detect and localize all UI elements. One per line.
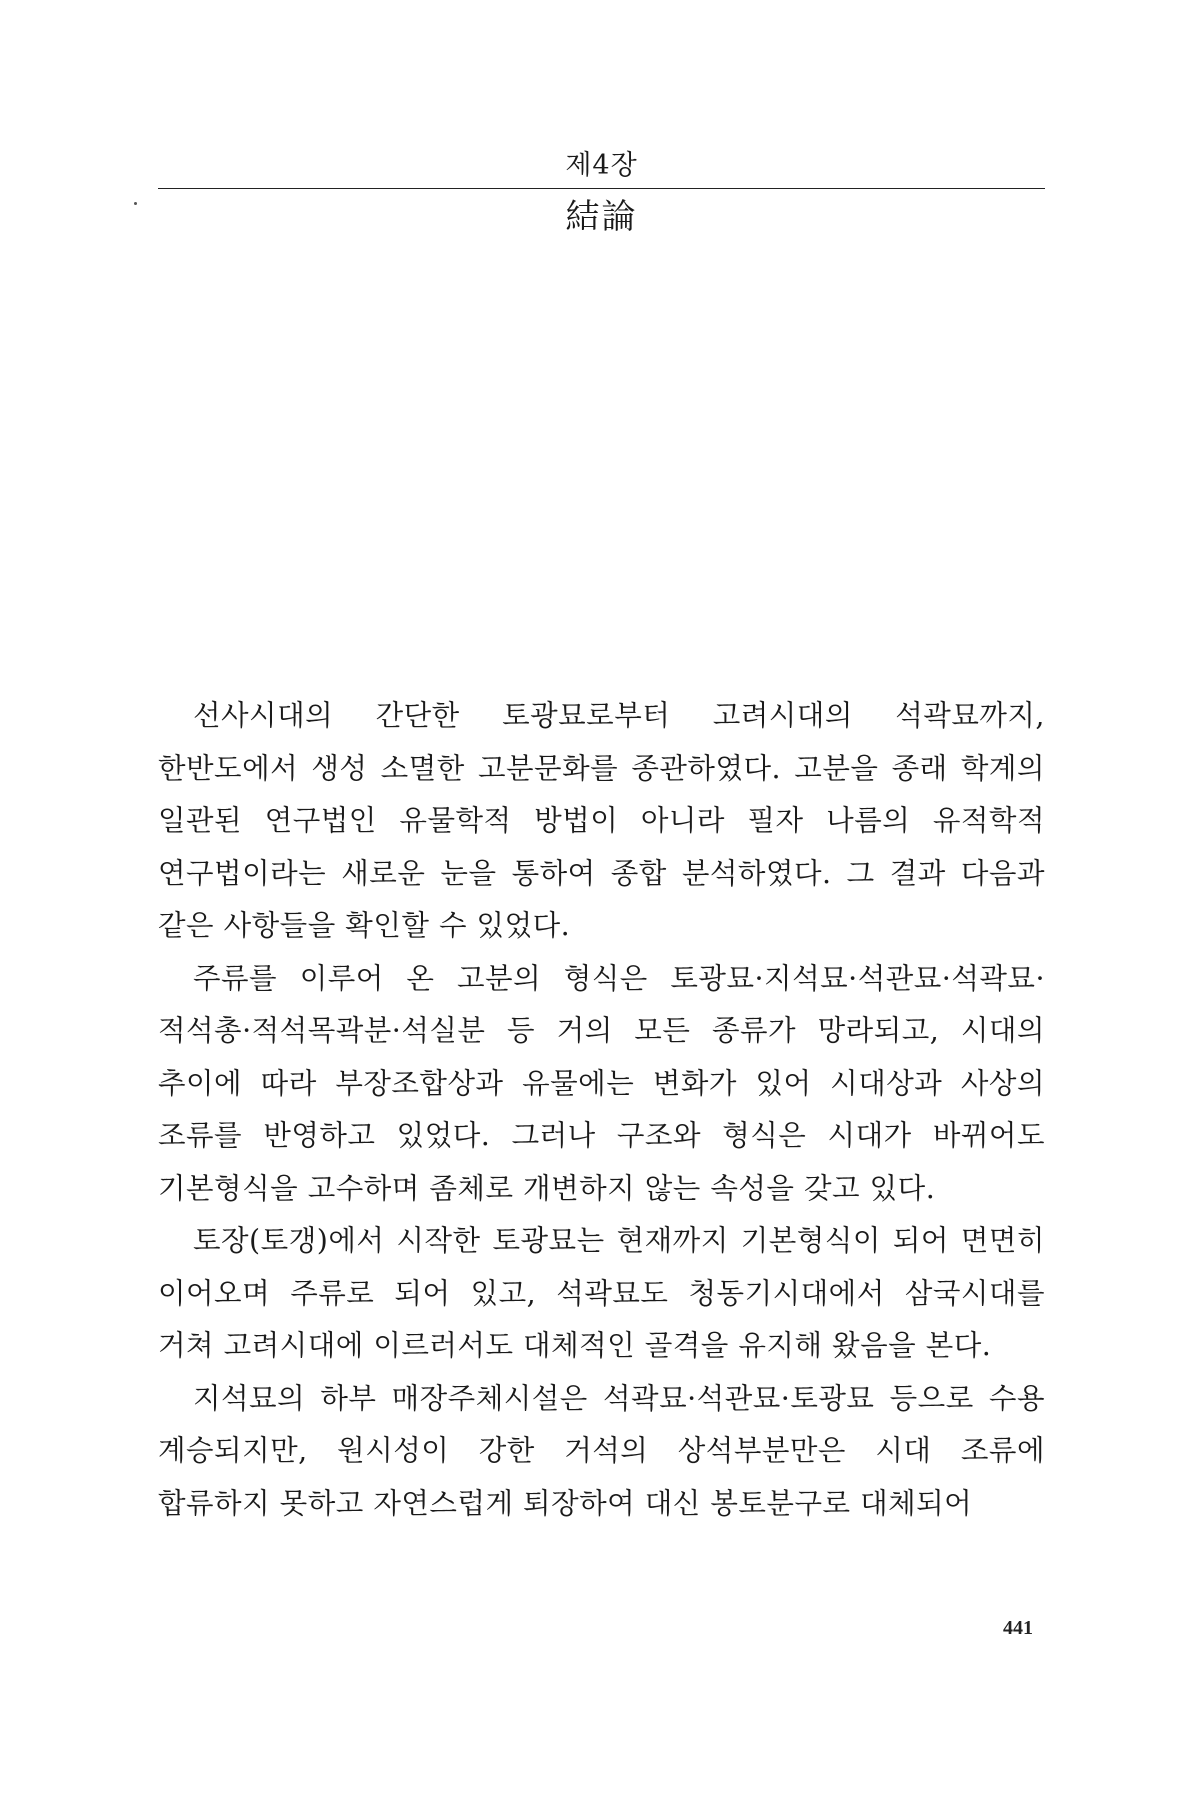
scan-speck [134, 202, 137, 205]
chapter-number: 제4장 [565, 150, 638, 181]
body-text [158, 690, 1045, 1530]
chapter-header [158, 148, 1045, 239]
paragraph-2: 주류를 이루어 온 고분의 형식은 토광묘·지석묘·석관묘·석곽묘·적석총·적석목곽분·석실분 등 거의 모든 종류가 망라되고, 시대의 추이에 따라 부장조합상과 유물에는 변화가 있어 시대상과 사상의 조류를 반영하고 있었다. 그러나 구조와 형식은 시대가 바뀌어도 기본형식을 고수하며 좀체로 개변하지 않는 속성을 갖고 있다. [158, 961, 1045, 1205]
chapter-divider [158, 188, 1045, 189]
paragraph-3: 토장(토갱)에서 시작한 토광묘는 현재까지 기본형식이 되어 면면히 이어오며 주류로 되어 있고, 석곽묘도 청동기시대에서 삼국시대를 거쳐 고려시대에 이르러서도 대체적인 골격을 유지해 왔음을 본다. [158, 1224, 1045, 1362]
paragraph-4: 지석묘의 하부 매장주체시설은 석곽묘·석관묘·토광묘 등으로 수용 계승되지만, 원시성이 강한 거석의 상석부분만은 시대 조류에 합류하지 못하고 자연스럽게 퇴장하여 대신 봉토분구로 대체되어 [158, 1381, 1045, 1520]
chapter-title: 結論 [565, 197, 638, 237]
paragraph-1: 선사시대의 간단한 토광묘로부터 고려시대의 석곽묘까지, 한반도에서 생성 소멸한 고분문화를 종관하였다. 고분을 종래 학계의 일관된 연구법인 유물학적 방법이 아니라 필자 나름의 유적학적 연구법이라는 새로운 눈을 통하여 종합 분석하였다. 그 결과 다음과 같은 사항들을 확인할 수 있었다. [158, 699, 1045, 942]
page-number: 441 [1003, 1617, 1033, 1639]
